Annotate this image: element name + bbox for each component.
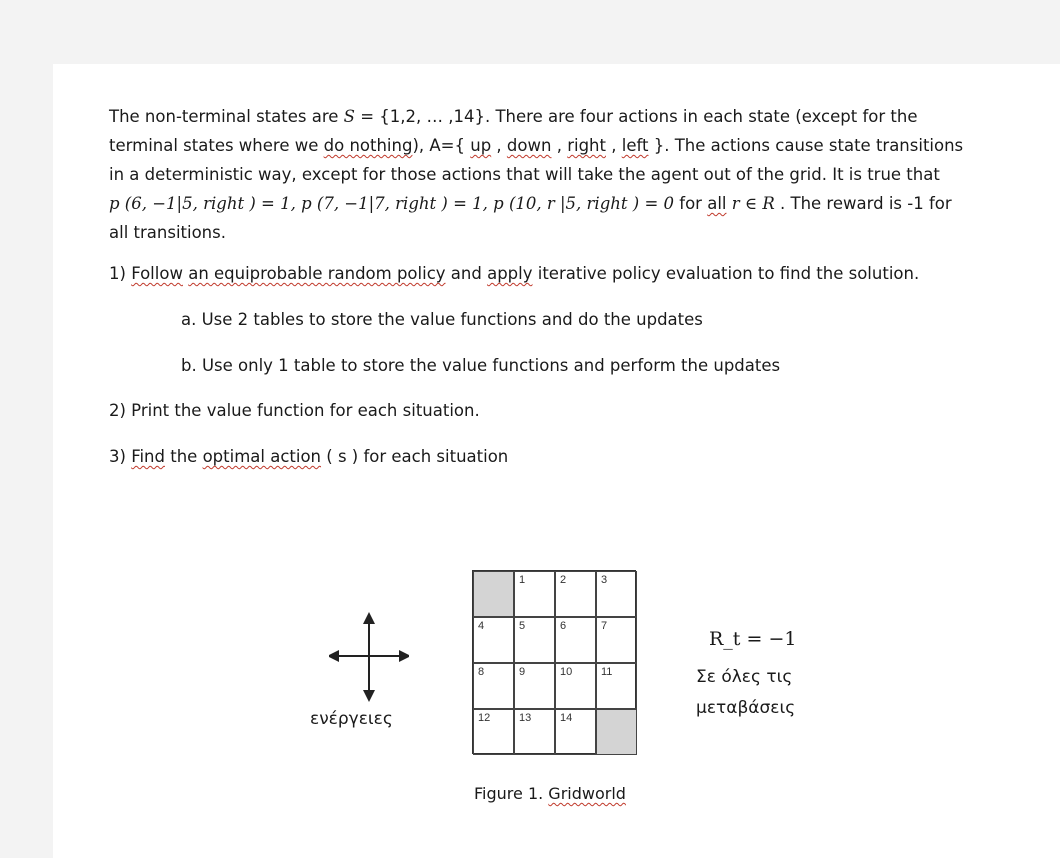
grid-cell: 13: [514, 709, 555, 755]
grid-cell: 8: [473, 663, 514, 709]
grid-cell: 7: [596, 617, 637, 663]
intro-line-4: p (6, −1|5, right ) = 1, p (7, −1|7, right ) = 1, p (10, r |5, right ) = 0 for all r ∈ R . The reward is -1 for: [109, 194, 952, 213]
intro-line-1: The non-terminal states are S = {1,2, … ,14}. There are four actions in each state (except for the: [109, 107, 918, 126]
intro-line-2: terminal states where we do nothing), A={ up , down , right , left }. The actions cause state transitions: [109, 136, 964, 155]
grid-cell: 1: [514, 571, 555, 617]
document-page: [53, 64, 1060, 858]
grid-cell: 3: [596, 571, 637, 617]
grid-cell: 10: [555, 663, 596, 709]
grid-cell: 2: [555, 571, 596, 617]
intro-paragraph: [109, 102, 1029, 247]
grid-cell: 11: [596, 663, 637, 709]
grid-cell: 14: [555, 709, 596, 755]
figure-caption: Figure 1. Gridworld: [474, 784, 626, 803]
grid-cell: 5: [514, 617, 555, 663]
question-2: 2) Print the value function for each situation.: [109, 401, 480, 420]
grid-cell-terminal: [596, 709, 637, 755]
reward-text-line-1: Σε όλες τις: [696, 667, 793, 687]
intro-line-3: in a deterministic way, except for those actions that will take the agent out of the grid. It is true that: [109, 165, 940, 184]
grid-cell: 9: [514, 663, 555, 709]
question-1b: b. Use only 1 table to store the value functions and perform the updates: [181, 356, 781, 375]
intro-line-5: all transitions.: [109, 223, 226, 242]
grid-cell: 4: [473, 617, 514, 663]
gridworld: [472, 570, 636, 754]
grid-cell: 6: [555, 617, 596, 663]
actions-label: ενέργειες: [310, 709, 393, 729]
question-1: 1) Follow an equiprobable random policy and apply iterative policy evaluation to find the solution.: [109, 264, 920, 283]
reward-text-line-2: μεταβάσεις: [696, 698, 796, 718]
grid-cell: 12: [473, 709, 514, 755]
reward-formula: R_t = −1: [709, 628, 797, 650]
question-1a: a. Use 2 tables to store the value functions and do the updates: [181, 310, 703, 329]
actions-arrows-icon: [329, 612, 409, 702]
question-3: 3) Find the optimal action ( s ) for each situation: [109, 447, 509, 466]
grid-cell-terminal: [473, 571, 514, 617]
